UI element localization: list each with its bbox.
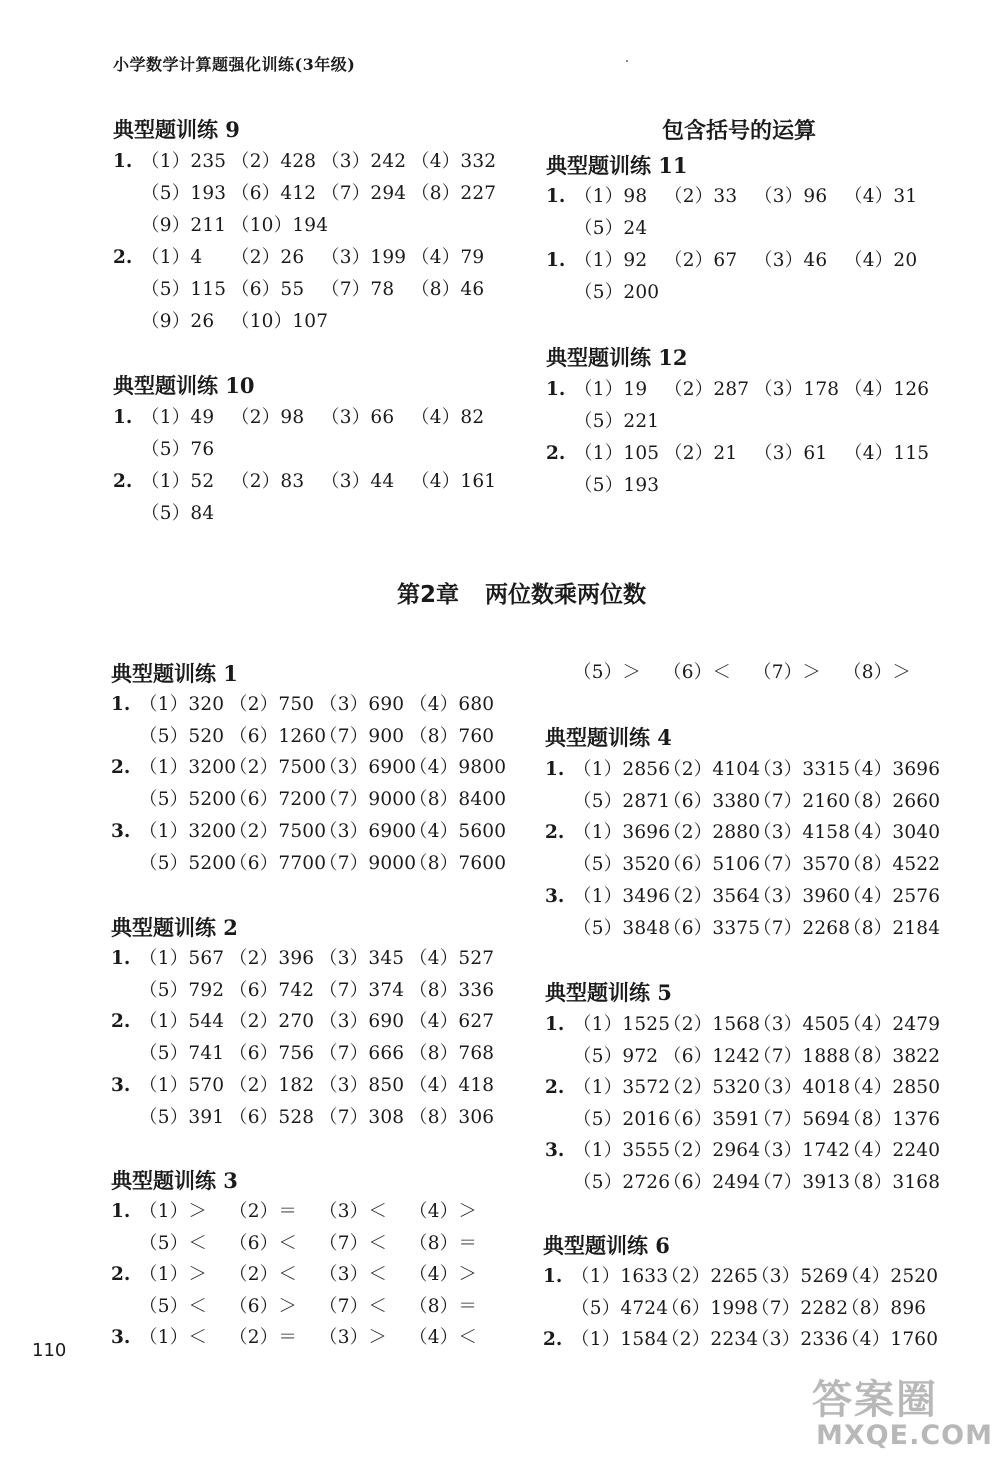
- answer-item: （8）4522: [843, 854, 941, 876]
- answer-item: （5）193: [141, 183, 227, 204]
- answer-item: （4）332: [411, 151, 497, 172]
- answer-item: （1）3696: [573, 822, 671, 844]
- answer-item: （8）3822: [843, 1045, 941, 1067]
- answer-item: （7）78: [321, 279, 395, 300]
- answer-item: （3）3960: [753, 885, 851, 907]
- answer-item: （3）690: [319, 1011, 405, 1033]
- answer-item: （3）66: [321, 407, 395, 428]
- answer-item: （5）115: [141, 279, 227, 300]
- question-number: 1.: [543, 1266, 563, 1287]
- answer-item: （8）7600: [409, 852, 507, 874]
- chapter-name: 两位数乘两位数: [485, 582, 647, 608]
- question-number: 2.: [111, 1264, 131, 1285]
- answer-item: （8）＝: [409, 1232, 478, 1254]
- answer-item: （2）1568: [663, 1014, 761, 1035]
- question-number: 1.: [111, 948, 131, 969]
- answer-item: （4）115: [844, 443, 930, 464]
- answer-item: （3）6900: [319, 757, 417, 779]
- answer-item: （3）850: [319, 1074, 405, 1096]
- answer-item: （5）4724: [571, 1297, 669, 1319]
- answer-item: （5）2726: [573, 1171, 671, 1193]
- answer-item: （1）98: [574, 186, 648, 207]
- answer-item: （1）49: [141, 407, 215, 428]
- answer-item: （6）55: [231, 279, 305, 300]
- answer-item: （8）8400: [409, 789, 507, 811]
- answer-item: （7）＜: [319, 1232, 388, 1254]
- answer-item: （4）＞: [409, 1264, 478, 1285]
- answer-item: （4）680: [409, 694, 495, 715]
- answer-item: （5）5200: [139, 852, 237, 874]
- answer-item: （2）33: [664, 186, 738, 207]
- answer-item: （6）1242: [663, 1045, 761, 1067]
- answer-item: （8）306: [409, 1106, 495, 1128]
- answer-item: （8）227: [411, 183, 497, 204]
- book-title-header: 小学数学计算题强化训练(3年级): [113, 55, 356, 74]
- answer-item: （7）374: [319, 979, 405, 1001]
- answer-item: （6）2494: [663, 1171, 761, 1193]
- answer-item: （7）3570: [753, 854, 851, 876]
- answer-item: （2）3564: [663, 885, 761, 907]
- answer-item: （9）211: [141, 215, 227, 236]
- answer-item: （6）3591: [663, 1108, 761, 1130]
- question-number: 1.: [546, 186, 566, 207]
- answer-item: （2）287: [664, 379, 750, 400]
- answer-item: （7）5694: [753, 1108, 851, 1130]
- answer-item: （3）＜: [319, 1201, 388, 1222]
- answer-item: （6）528: [229, 1106, 315, 1128]
- answer-item: （8）896: [841, 1297, 927, 1319]
- answer-item: （2）428: [231, 151, 317, 172]
- answer-item: （1）1633: [571, 1266, 669, 1287]
- topic-title: 包含括号的运算: [662, 118, 817, 144]
- answer-item: （10）194: [231, 215, 329, 236]
- section-title: 典型题训练 2: [111, 915, 238, 940]
- answer-item: （7）3913: [753, 1171, 851, 1193]
- answer-item: （3）61: [754, 443, 828, 464]
- question-number: 1.: [545, 1014, 565, 1035]
- answer-item: （10）107: [231, 311, 329, 332]
- question-number: 2.: [545, 1077, 565, 1098]
- answer-item: （3）5269: [751, 1266, 849, 1287]
- question-number: 2.: [543, 1329, 563, 1350]
- answer-item: （4）79: [411, 247, 485, 268]
- answer-item: （1）105: [574, 443, 660, 464]
- answer-item: （8）＝: [409, 1295, 478, 1317]
- answer-item: （3）199: [321, 247, 407, 268]
- answer-item: （2）26: [231, 247, 305, 268]
- answer-item: （7）666: [319, 1043, 405, 1065]
- section-title: 典型题训练 12: [546, 345, 688, 370]
- answer-item: （5）24: [574, 218, 648, 239]
- answer-item: （4）161: [411, 471, 497, 492]
- answer-item: （6）7200: [229, 789, 327, 811]
- answer-item: （7）9000: [319, 789, 417, 811]
- section-title: 典型题训练 1: [111, 661, 238, 686]
- question-number: 2.: [111, 1011, 131, 1033]
- answer-item: （2）7500: [229, 820, 327, 842]
- question-number: 2.: [546, 443, 566, 464]
- watermark-domain: MXQE.COM: [816, 1420, 993, 1451]
- answer-item: （2）2234: [661, 1329, 759, 1350]
- answer-item: （1）1525: [573, 1014, 671, 1035]
- page-number: 110: [32, 1340, 67, 1361]
- answer-item: （4）527: [409, 948, 495, 969]
- answer-item: （8）3168: [843, 1171, 941, 1193]
- answer-item: （5）972: [573, 1045, 659, 1067]
- answer-item: （6）1998: [661, 1297, 759, 1319]
- answer-item: （3）242: [321, 151, 407, 172]
- answer-item: （2）21: [664, 443, 738, 464]
- question-number: 3.: [545, 885, 565, 907]
- answer-item: （2）270: [229, 1011, 315, 1033]
- answer-item: （4）3040: [843, 822, 941, 844]
- answer-item: （3）4505: [753, 1014, 851, 1035]
- answer-item: （1）＞: [139, 1264, 208, 1285]
- answer-item: （7）900: [319, 725, 405, 747]
- answer-item: （4）20: [844, 250, 918, 271]
- answer-item: （2）98: [231, 407, 305, 428]
- section-title: 典型题训练 3: [111, 1168, 238, 1193]
- answer-item: （4）2520: [841, 1266, 939, 1287]
- answer-item: （1）567: [139, 948, 225, 969]
- answer-item: （5）391: [139, 1106, 225, 1128]
- answer-item: （2）750: [229, 694, 315, 715]
- answer-item: （3）6900: [319, 820, 417, 842]
- chapter-title: [397, 576, 646, 609]
- watermark-main: 答案圈: [812, 1377, 938, 1423]
- answer-item: （4）418: [409, 1074, 495, 1096]
- answer-item: （4）1760: [841, 1329, 939, 1350]
- answer-item: （1）3200: [139, 757, 237, 779]
- answer-item: （2）83: [231, 471, 305, 492]
- answer-item: （4）＞: [409, 1201, 478, 1222]
- answer-item: （6）＜: [663, 662, 732, 683]
- answer-item: （7）＜: [319, 1295, 388, 1317]
- answer-item: （4）2850: [843, 1077, 941, 1098]
- answer-item: （1）＜: [139, 1327, 208, 1348]
- answer-item: （2）7500: [229, 757, 327, 779]
- answer-item: （5）200: [574, 282, 660, 303]
- answer-item: （6）1260: [229, 725, 327, 747]
- answer-item: （4）5600: [409, 820, 507, 842]
- answer-item: （5）5200: [139, 789, 237, 811]
- answer-item: （5）76: [141, 439, 215, 460]
- answer-item: （7）2282: [751, 1297, 849, 1319]
- chapter-label: 第2章: [397, 582, 460, 608]
- answer-item: （1）52: [141, 471, 215, 492]
- answer-item: （4）126: [844, 379, 930, 400]
- answer-item: （5）3848: [573, 917, 671, 939]
- answer-item: （1）3555: [573, 1140, 671, 1161]
- question-number: 1.: [545, 759, 565, 780]
- answer-item: （3）46: [754, 250, 828, 271]
- question-number: 3.: [111, 1074, 131, 1096]
- answer-item: （1）19: [574, 379, 648, 400]
- question-number: 2.: [545, 822, 565, 844]
- question-number: 2.: [113, 471, 133, 492]
- answer-item: （4）2240: [843, 1140, 941, 1161]
- section-title: 典型题训练 5: [545, 980, 672, 1005]
- answer-item: （8）336: [409, 979, 495, 1001]
- answer-item: （6）756: [229, 1043, 315, 1065]
- answer-item: （5）221: [574, 411, 660, 432]
- answer-item: （4）627: [409, 1011, 495, 1033]
- section-title: 典型题训练 6: [543, 1233, 670, 1258]
- answer-item: （3）＞: [319, 1327, 388, 1348]
- answer-item: （1）235: [141, 151, 227, 172]
- question-number: 3.: [545, 1140, 565, 1161]
- answer-item: （8）2184: [843, 917, 941, 939]
- section-title: 典型题训练 4: [545, 725, 672, 750]
- question-number: 1.: [546, 250, 566, 271]
- answer-item: （3）＜: [319, 1264, 388, 1285]
- answer-item: （2）＝: [229, 1327, 298, 1348]
- answer-item: （2）2964: [663, 1140, 761, 1161]
- answer-item: （7）9000: [319, 852, 417, 874]
- answer-item: （8）1376: [843, 1108, 941, 1130]
- answer-item: （5）3520: [573, 854, 671, 876]
- answer-item: （8）768: [409, 1043, 495, 1065]
- answer-item: （3）1742: [753, 1140, 851, 1161]
- answer-item: （5）＜: [139, 1295, 208, 1317]
- answer-item: （2）396: [229, 948, 315, 969]
- answer-item: （6）＞: [229, 1295, 298, 1317]
- answer-item: （7）＞: [753, 662, 822, 683]
- answer-item: （5）792: [139, 979, 225, 1001]
- answer-item: （2）67: [664, 250, 738, 271]
- answer-item: （6）742: [229, 979, 315, 1001]
- answer-item: （1）92: [574, 250, 648, 271]
- question-number: 1.: [111, 1201, 131, 1222]
- question-number: 1.: [113, 407, 133, 428]
- answer-item: （1）320: [139, 694, 225, 715]
- answer-item: （3）4158: [753, 822, 851, 844]
- answer-item: （5）84: [141, 503, 215, 524]
- section-title: 典型题训练 11: [546, 153, 688, 178]
- answer-item: （4）＜: [409, 1327, 478, 1348]
- answer-item: （1）570: [139, 1074, 225, 1096]
- answer-item: （1）＞: [139, 1201, 208, 1222]
- answer-item: （1）3496: [573, 885, 671, 907]
- answer-item: （2）182: [229, 1074, 315, 1096]
- answer-item: （6）＜: [229, 1232, 298, 1254]
- answer-item: （6）7700: [229, 852, 327, 874]
- answer-item: （8）46: [411, 279, 485, 300]
- answer-item: （2）2880: [663, 822, 761, 844]
- answer-item: （5）2016: [573, 1108, 671, 1130]
- answer-item: （5）193: [574, 475, 660, 496]
- answer-item: （3）96: [754, 186, 828, 207]
- question-number: 3.: [111, 1327, 131, 1348]
- answer-item: （1）544: [139, 1011, 225, 1033]
- answer-item: （8）760: [409, 725, 495, 747]
- answer-item: （2）5320: [663, 1077, 761, 1098]
- answer-item: （6）3375: [663, 917, 761, 939]
- answer-item: （7）294: [321, 183, 407, 204]
- answer-item: （5）2871: [573, 790, 671, 812]
- answer-item: （5）＞: [573, 662, 642, 683]
- answer-item: （3）2336: [751, 1329, 849, 1350]
- answer-item: （8）＞: [843, 662, 912, 683]
- answer-item: （6）412: [231, 183, 317, 204]
- answer-item: （3）690: [319, 694, 405, 715]
- answer-item: （2）＜: [229, 1264, 298, 1285]
- question-number: 2.: [113, 247, 133, 268]
- answer-item: （2）4104: [663, 759, 761, 780]
- answer-item: （7）2160: [753, 790, 851, 812]
- answer-item: （5）520: [139, 725, 225, 747]
- answer-item: （1）2856: [573, 759, 671, 780]
- header-mark: [626, 60, 628, 62]
- answer-item: （3）345: [319, 948, 405, 969]
- answer-item: （3）3315: [753, 759, 851, 780]
- question-number: 1.: [546, 379, 566, 400]
- section-title: 典型题训练 10: [113, 373, 255, 398]
- question-number: 3.: [111, 820, 131, 842]
- answer-item: （1）4: [141, 247, 203, 268]
- question-number: 2.: [111, 757, 131, 779]
- answer-item: （3）178: [754, 379, 840, 400]
- answer-item: （6）5106: [663, 854, 761, 876]
- question-number: 1.: [113, 151, 133, 172]
- answer-item: （3）4018: [753, 1077, 851, 1098]
- answer-item: （8）2660: [843, 790, 941, 812]
- answer-item: （3）44: [321, 471, 395, 492]
- answer-item: （2）＝: [229, 1201, 298, 1222]
- answer-item: （9）26: [141, 311, 215, 332]
- question-number: 1.: [111, 694, 131, 715]
- answer-item: （4）9800: [409, 757, 507, 779]
- answer-item: （7）1888: [753, 1045, 851, 1067]
- answer-item: （4）31: [844, 186, 918, 207]
- answer-item: （6）3380: [663, 790, 761, 812]
- answer-item: （4）2576: [843, 885, 941, 907]
- watermark: [800, 1368, 993, 1452]
- answer-item: （7）308: [319, 1106, 405, 1128]
- answer-item: （1）3200: [139, 820, 237, 842]
- answer-item: （7）2268: [753, 917, 851, 939]
- answer-item: （5）741: [139, 1043, 225, 1065]
- answer-item: （2）2265: [661, 1266, 759, 1287]
- answer-item: （1）3572: [573, 1077, 671, 1098]
- answer-item: （4）82: [411, 407, 485, 428]
- answer-item: （4）3696: [843, 759, 941, 780]
- answer-item: （4）2479: [843, 1014, 941, 1035]
- section-title: 典型题训练 9: [113, 117, 240, 142]
- answer-item: （1）1584: [571, 1329, 669, 1350]
- answer-item: （5）＜: [139, 1232, 208, 1254]
